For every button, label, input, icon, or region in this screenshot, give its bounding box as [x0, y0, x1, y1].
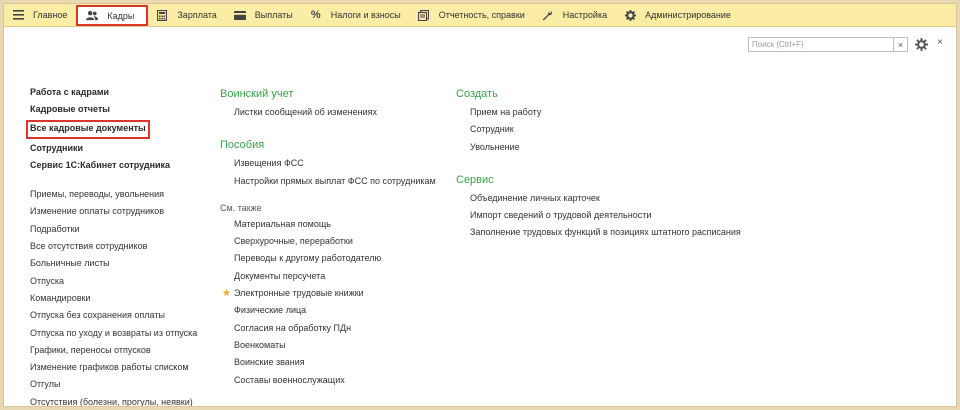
list-item[interactable]: Отсутствия (болезни, прогулы, неявки): [30, 396, 193, 407]
reports-icon: [418, 9, 430, 21]
menu-item-label: Зарплата: [177, 10, 217, 20]
list-item-starred[interactable]: [220, 285, 436, 302]
menu-item-label: Отчетность, справки: [438, 10, 525, 20]
menu-item-label: Выплаты: [254, 10, 293, 20]
search-input[interactable]: [748, 37, 894, 52]
link-hr-reports[interactable]: Кадровые отчеты: [30, 104, 110, 115]
list-item[interactable]: Импорт сведений о трудовой деятельности: [470, 210, 652, 221]
list-item[interactable]: Настройки прямых выплат ФСС по сотрудникам: [234, 175, 436, 186]
people-icon: [86, 10, 98, 22]
list-item[interactable]: Командировки: [30, 292, 91, 303]
link-hr-work[interactable]: Работа с кадрами: [30, 87, 110, 97]
link-all-hr-documents[interactable]: Все кадровые документы: [26, 120, 150, 139]
list-item[interactable]: Составы военнослужащих: [234, 374, 345, 385]
see-also-heading: См. также: [220, 202, 262, 213]
list-item[interactable]: Все отсутствия сотрудников: [30, 241, 148, 252]
list-item[interactable]: Воинские звания: [234, 357, 305, 368]
hamburger-icon: [12, 9, 24, 21]
calculator-icon: [156, 9, 168, 21]
gear-icon: [624, 9, 636, 21]
menu-item-payments[interactable]: [226, 4, 302, 26]
list-item-label: Электронные трудовые книжки: [234, 288, 364, 299]
list-item[interactable]: Прием на работу: [470, 107, 542, 117]
list-item[interactable]: Заполнение трудовых функций в позициях штатного расписания: [470, 227, 741, 238]
close-button[interactable]: ×: [937, 37, 943, 48]
right-column: [456, 84, 741, 242]
card-icon: [234, 9, 246, 21]
list-item[interactable]: Согласия на обработку ПДн: [234, 322, 352, 333]
list-item[interactable]: Сверхурочные, переработки: [234, 236, 353, 247]
wrench-icon: [542, 9, 554, 21]
list-item[interactable]: Физические лица: [234, 305, 307, 316]
list-item[interactable]: Отпуска без сохранения оплаты: [30, 310, 165, 321]
list-item[interactable]: Материальная помощь: [234, 218, 331, 229]
menu-item-label: Администрирование: [645, 10, 731, 20]
menu-item-hr[interactable]: [76, 5, 148, 26]
menu-item-label: Налоги и взносы: [330, 10, 401, 20]
list-item[interactable]: Документы персучета: [234, 270, 326, 281]
list-item[interactable]: Приемы, переводы, увольнения: [30, 189, 165, 200]
list-item[interactable]: Военкоматы: [234, 339, 286, 350]
list-item[interactable]: Сотрудник: [470, 124, 514, 135]
percent-icon: %: [310, 9, 321, 21]
menu-item-settings[interactable]: [534, 4, 616, 26]
list-item[interactable]: Увольнение: [470, 141, 520, 152]
group-title-benefits: Пособия: [220, 139, 265, 152]
search-box: [748, 37, 908, 52]
menu-item-label: Настройка: [562, 10, 608, 20]
list-item[interactable]: Переводы к другому работодателю: [234, 253, 382, 264]
menu-item-taxes[interactable]: [302, 4, 410, 26]
group-title-create: Создать: [456, 88, 498, 100]
list-item[interactable]: Отпуска: [30, 275, 65, 286]
list-item[interactable]: Изменение оплаты сотрудников: [30, 206, 165, 217]
menu-item-salary[interactable]: [148, 4, 225, 26]
menu-item-reports[interactable]: [410, 4, 534, 26]
menu-item-main[interactable]: [4, 4, 76, 26]
star-icon: ★: [222, 288, 231, 300]
list-item[interactable]: Подработки: [30, 223, 80, 234]
list-item[interactable]: Листки сообщений об изменениях: [234, 107, 377, 117]
link-employees[interactable]: Сотрудники: [30, 142, 84, 153]
group-title-service: Сервис: [456, 173, 494, 186]
app-window: [3, 3, 957, 407]
group-title-military: Воинский учет: [220, 88, 294, 100]
menu-item-admin[interactable]: [616, 4, 740, 26]
list-item[interactable]: Отпуска по уходу и возвраты из отпуска: [30, 327, 198, 338]
settings-gear-icon[interactable]: [915, 38, 928, 51]
clear-search-button[interactable]: ×: [894, 37, 908, 52]
list-item[interactable]: Извещения ФСС: [234, 158, 304, 169]
middle-column: [220, 84, 436, 389]
list-item[interactable]: Объединение личных карточек: [470, 192, 600, 203]
menu-item-label: Главное: [33, 10, 68, 20]
menu-item-label: Кадры: [107, 10, 135, 21]
left-column: [30, 84, 197, 407]
link-employee-cabinet[interactable]: Сервис 1С:Кабинет сотрудника: [30, 159, 171, 170]
list-item[interactable]: Изменение графиков работы списком: [30, 362, 189, 373]
list-item[interactable]: Графики, переносы отпусков: [30, 344, 151, 355]
list-item[interactable]: Отгулы: [30, 379, 61, 390]
section-menubar: [4, 4, 956, 27]
list-item[interactable]: Больничные листы: [30, 258, 110, 269]
